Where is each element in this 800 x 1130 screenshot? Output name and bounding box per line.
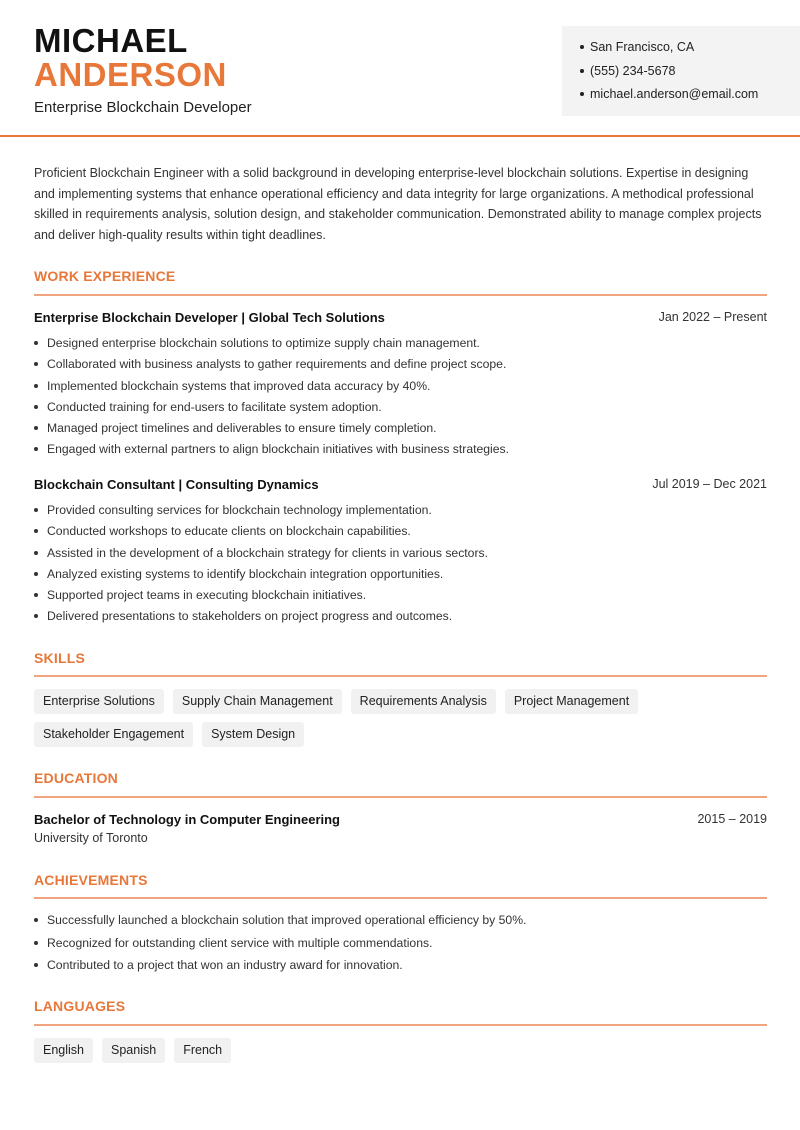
skill-chip: Enterprise Solutions — [34, 689, 164, 714]
last-name: ANDERSON — [34, 56, 227, 93]
job-entry-header — [34, 477, 767, 492]
section-divider — [34, 675, 767, 677]
skill-chip: Project Management — [505, 689, 638, 714]
list-item — [34, 566, 767, 587]
degree: Bachelor of Technology in Computer Engineering — [34, 812, 341, 827]
summary-paragraph: Proficient Blockchain Engineer with a solid background in developing enterprise-level blockchain solutions. Expertise in designing and implementing systems that enhance operational efficiency and data integrity for large organizations. A methodical professional skilled in requirements analysis, solution design, and stakeholder communication. Demonstrated ability to manage complex projects and deliver high-quality results within tight deadlines. — [34, 166, 762, 243]
email-link[interactable]: michael.anderson@email.com — [590, 87, 759, 101]
section-divider — [34, 796, 767, 798]
bullet-icon — [34, 941, 38, 945]
list-item — [34, 356, 767, 377]
list-item — [34, 587, 767, 608]
bullet-text: Engaged with external partners to align blockchain initiatives with business strategies. — [47, 442, 510, 457]
job-dates: Jul 2019 – Dec 2021 — [652, 477, 767, 491]
list-item — [34, 912, 767, 935]
resume-header — [0, 0, 800, 137]
section-divider — [34, 897, 767, 899]
bullet-icon — [580, 45, 584, 49]
bullet-icon — [34, 405, 38, 409]
bullet-text: Recognized for outstanding client service with multiple commendations. — [47, 935, 433, 950]
list-item — [34, 502, 767, 523]
job-bullets — [34, 335, 767, 463]
language-chip: Spanish — [102, 1038, 165, 1063]
list-item — [34, 523, 767, 544]
job-title-company: Blockchain Consultant | Consulting Dynamics — [34, 477, 319, 492]
bullet-icon — [580, 92, 584, 96]
school-name: University of Toronto — [34, 831, 148, 845]
section-title-achievements: ACHIEVEMENTS — [34, 872, 148, 888]
bullet-icon — [34, 341, 38, 345]
bullet-text: Managed project timelines and deliverables to ensure timely completion. — [47, 421, 437, 436]
bullet-text: Designed enterprise blockchain solutions to optimize supply chain management. — [47, 336, 480, 350]
bullet-icon — [34, 384, 38, 388]
bullet-icon — [34, 508, 38, 512]
bullet-icon — [34, 362, 38, 366]
contact-phone — [580, 63, 800, 87]
bullet-text: Contributed to a project that won an industry award for innovation. — [47, 958, 403, 972]
education-dates: 2015 – 2019 — [697, 812, 767, 826]
bullet-icon — [34, 963, 38, 967]
bullet-icon — [34, 426, 38, 430]
bullet-text: Implemented blockchain systems that improved data accuracy by 40%. — [47, 378, 431, 393]
job-bullets — [34, 502, 767, 630]
bullet-icon — [34, 529, 38, 533]
list-item — [34, 935, 767, 958]
list-item — [34, 608, 767, 629]
bullet-text: Assisted in the development of a blockchain strategy for clients in various sectors. — [47, 545, 488, 560]
bullet-text: Supported project teams in executing blockchain initiatives. — [47, 588, 367, 603]
bullet-text: Provided consulting services for blockchain technology implementation. — [47, 503, 432, 517]
section-divider — [34, 294, 767, 296]
skill-chip: Stakeholder Engagement — [34, 722, 193, 747]
bullet-text: Conducted training for end-users to facilitate system adoption. — [47, 399, 382, 414]
bullet-icon — [34, 572, 38, 576]
skill-chip: Requirements Analysis — [351, 689, 496, 714]
bullet-icon — [34, 593, 38, 597]
contact-box — [562, 26, 800, 116]
job-title: Enterprise Blockchain Developer — [34, 99, 252, 116]
bullet-icon — [34, 551, 38, 555]
list-item — [34, 441, 767, 462]
bullet-text: Successfully launched a blockchain solution that improved operational efficiency by 50%. — [47, 913, 527, 927]
section-title-education: EDUCATION — [34, 770, 118, 786]
section-divider — [34, 1024, 767, 1026]
education-entry-header — [34, 812, 767, 827]
bullet-icon — [580, 69, 584, 73]
first-name: MICHAEL — [34, 22, 188, 59]
skill-chip: System Design — [202, 722, 304, 747]
job-entry-header — [34, 310, 767, 325]
skill-chip: Supply Chain Management — [173, 689, 342, 714]
section-title-languages: LANGUAGES — [34, 998, 126, 1014]
languages-list — [34, 1038, 774, 1063]
skills-list — [34, 689, 774, 747]
bullet-icon — [34, 918, 38, 922]
job-dates: Jan 2022 – Present — [658, 310, 767, 324]
achievement-list — [34, 912, 767, 980]
bullet-text: Conducted workshops to educate clients on blockchain capabilities. — [47, 524, 411, 539]
bullet-icon — [34, 447, 38, 451]
list-item — [34, 335, 767, 356]
section-title-skills: SKILLS — [34, 650, 85, 666]
contact-location — [580, 39, 800, 63]
list-item — [34, 545, 767, 566]
bullet-text: Collaborated with business analysts to gather requirements and define project scope. — [47, 357, 507, 372]
bullet-icon — [34, 614, 38, 618]
phone-text: (555) 234-5678 — [590, 63, 676, 78]
contact-email[interactable] — [580, 86, 800, 110]
location-text: San Francisco, CA — [590, 40, 695, 54]
bullet-text: Delivered presentations to stakeholders on project progress and outcomes. — [47, 609, 453, 624]
section-title-work: WORK EXPERIENCE — [34, 268, 176, 284]
bullet-text: Analyzed existing systems to identify blockchain integration opportunities. — [47, 566, 444, 581]
list-item — [34, 957, 767, 980]
list-item — [34, 420, 767, 441]
language-chip: French — [174, 1038, 231, 1063]
language-chip: English — [34, 1038, 93, 1063]
list-item — [34, 378, 767, 399]
job-title-company: Enterprise Blockchain Developer | Global Tech Solutions — [34, 310, 385, 325]
list-item — [34, 399, 767, 420]
